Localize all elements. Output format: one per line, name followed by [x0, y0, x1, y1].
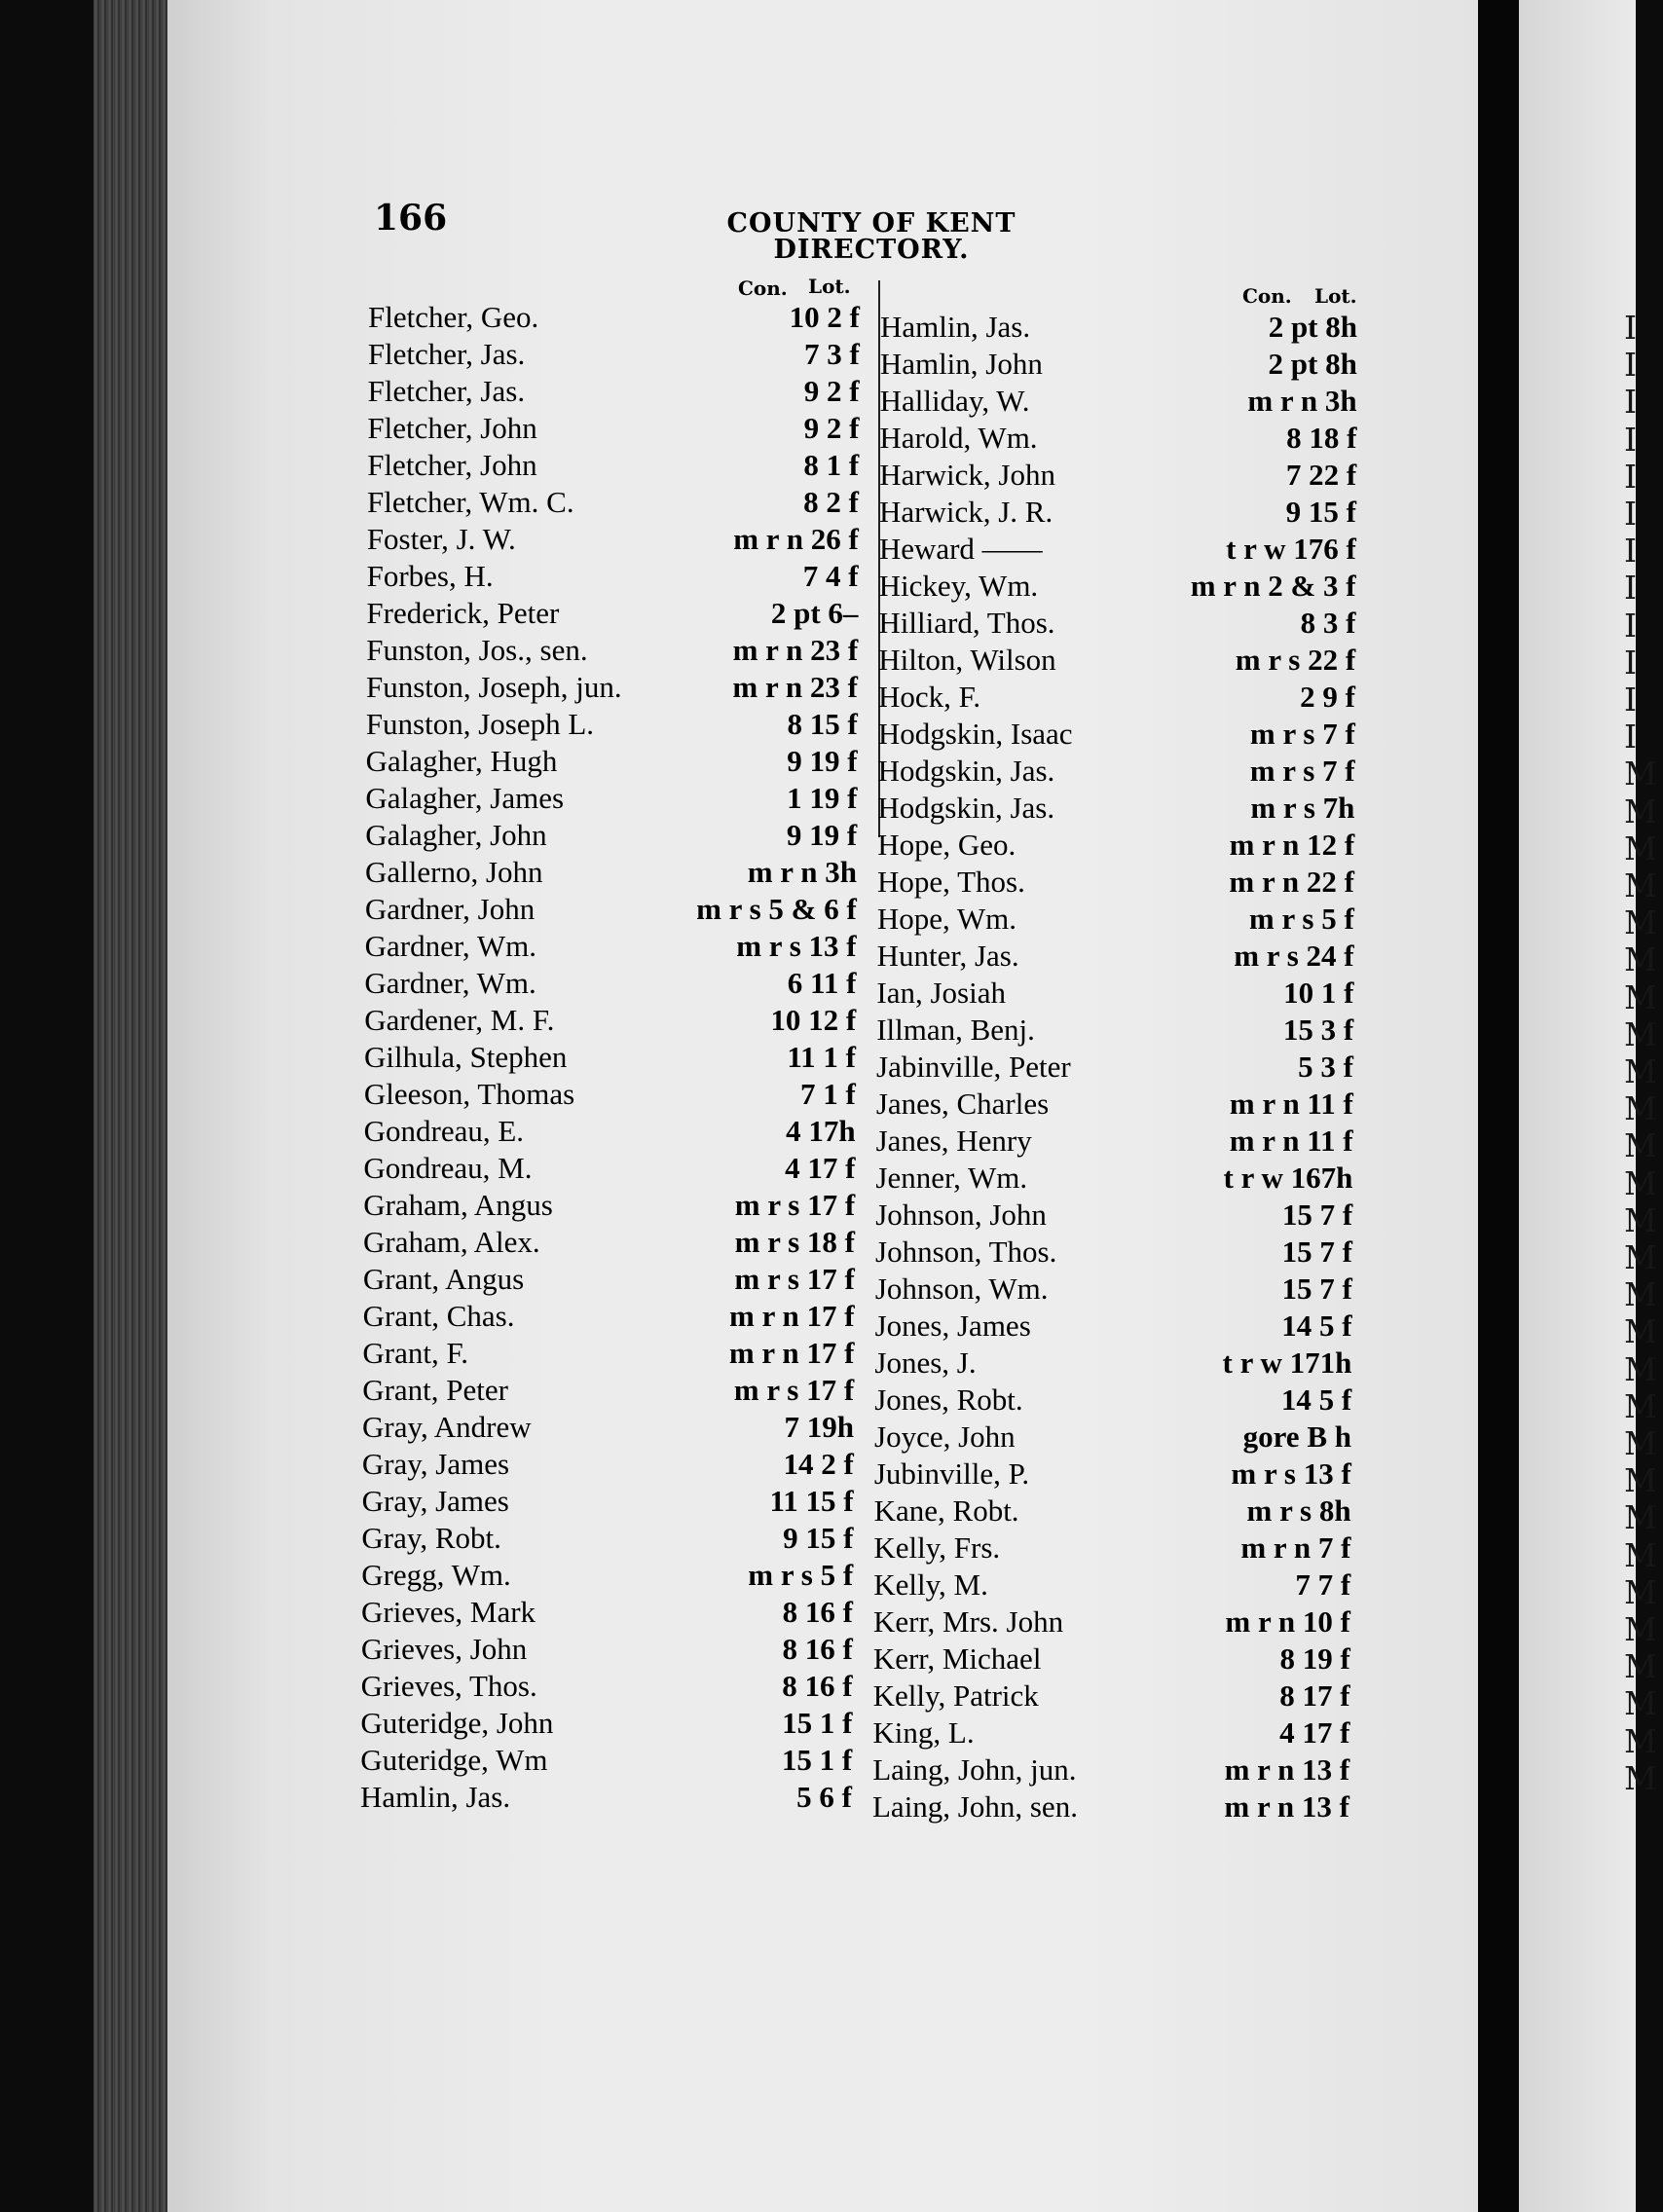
entry-con-lot: 8 16 f [782, 1595, 853, 1629]
directory-entry [872, 1788, 1349, 1825]
entry-name: Laing, John, jun. [872, 1752, 1077, 1787]
facing-page-letter: M [1624, 866, 1657, 904]
entry-name: Hamlin, John [879, 347, 1043, 381]
directory-entry [361, 1668, 853, 1705]
facing-page-letter: M [1624, 1610, 1657, 1648]
directory-entry [880, 346, 1357, 383]
entry-con-lot: 14 2 f [783, 1447, 854, 1481]
facing-page-edge [1519, 0, 1636, 2212]
directory-entry [360, 1742, 852, 1779]
entry-name: Gray, Robt. [361, 1521, 501, 1555]
entry-name: Galagher, Hugh [365, 744, 558, 778]
directory-entry [879, 494, 1356, 531]
entry-con-lot: 7 7 f [1295, 1567, 1351, 1602]
entry-con-lot: 8 1 f [803, 448, 860, 482]
entry-name: Funston, Joseph, jun. [366, 670, 622, 704]
entry-con-lot: 14 5 f [1280, 1382, 1352, 1417]
directory-entry [365, 891, 857, 928]
directory-entry [872, 1751, 1349, 1788]
entry-con-lot: m r s 13 f [736, 929, 857, 963]
entry-name: Kerr, Michael [872, 1641, 1042, 1676]
left-lot-header: Lot. [808, 275, 851, 298]
entry-name: Fletcher, Geo. [368, 300, 539, 334]
entry-con-lot: 8 18 f [1286, 421, 1357, 455]
entry-name: Hodgskin, Jas. [877, 754, 1055, 788]
entry-con-lot: m r n 3h [1247, 384, 1357, 418]
facing-page-letter: M [1624, 1349, 1657, 1388]
entry-name: Grant, Peter [362, 1373, 508, 1407]
entry-name: Grant, F. [362, 1336, 468, 1370]
facing-page-letter: M [1624, 1535, 1657, 1574]
directory-entry [877, 827, 1354, 864]
entry-con-lot: t r w 176 f [1226, 532, 1356, 566]
entry-name: Graham, Alex. [363, 1225, 540, 1259]
facing-page-letter: M [1624, 1647, 1657, 1686]
entry-name: Guteridge, John [360, 1706, 554, 1740]
directory-entry [874, 1345, 1351, 1382]
directory-entry [879, 568, 1356, 605]
entry-con-lot: 9 19 f [786, 818, 858, 852]
directory-entry [878, 605, 1355, 642]
directory-entry [363, 1150, 855, 1187]
facing-page-letter: M [1624, 792, 1657, 830]
running-head-title: COUNTY OF KENT DIRECTORY. [726, 208, 1016, 265]
directory-entry [879, 457, 1356, 494]
directory-entry [878, 642, 1355, 679]
entry-con-lot: 8 17 f [1279, 1678, 1350, 1713]
entry-con-lot: 15 7 f [1281, 1235, 1352, 1269]
entry-name: Jabinville, Peter [876, 1050, 1071, 1084]
facing-page-letter: M [1624, 1312, 1657, 1351]
directory-entry [367, 410, 859, 447]
entry-con-lot: m r n 17 f [729, 1299, 855, 1333]
entry-con-lot: 10 2 f [789, 300, 860, 334]
directory-entry [876, 975, 1353, 1012]
entry-con-lot: 14 5 f [1281, 1309, 1352, 1343]
entry-con-lot: 7 22 f [1285, 458, 1357, 492]
entry-name: Hope, Wm. [876, 902, 1017, 936]
directory-entry [875, 1271, 1352, 1308]
entry-name: Fletcher, Jas. [367, 374, 526, 408]
entry-con-lot: t r w 171h [1222, 1346, 1352, 1380]
facing-page-letter: M [1624, 1684, 1657, 1723]
directory-entry [875, 1234, 1352, 1271]
entry-con-lot: 4 17 f [785, 1151, 856, 1185]
entry-con-lot: m r n 12 f [1229, 828, 1355, 862]
entry-con-lot: m r s 7 f [1249, 754, 1355, 788]
entry-name: Galagher, James [365, 781, 565, 815]
directory-entry [874, 1382, 1351, 1419]
entry-con-lot: m r s 7h [1250, 791, 1355, 825]
directory-entry [362, 1409, 854, 1446]
entry-con-lot: 9 2 f [803, 411, 860, 445]
facing-page-letter: M [1624, 1721, 1657, 1760]
entry-name: Joyce, John [874, 1419, 1016, 1454]
entry-con-lot: m r s 13 f [1231, 1456, 1351, 1491]
facing-page-letter: I [1624, 420, 1638, 459]
directory-entry [878, 753, 1355, 790]
directory-entry [873, 1530, 1350, 1567]
entry-con-lot: m r s 7 f [1249, 717, 1355, 751]
facing-page-letter: M [1624, 1275, 1657, 1314]
entry-name: Harwick, J. R. [879, 495, 1053, 529]
entry-name: Guteridge, Wm [360, 1743, 548, 1777]
right-lot-header: Lot. [1314, 284, 1357, 308]
directory-entry [878, 679, 1355, 716]
entry-con-lot: 11 15 f [769, 1484, 854, 1518]
directory-entry [360, 1779, 852, 1816]
entry-name: Fletcher, John [367, 411, 537, 445]
directory-entry [362, 1483, 854, 1520]
directory-entry [367, 484, 859, 521]
entry-name: Illman, Benj. [876, 1013, 1035, 1047]
directory-entry [367, 558, 859, 595]
directory-entry [874, 1419, 1351, 1456]
directory-entry [368, 373, 860, 410]
directory-entry [361, 1557, 853, 1594]
entry-con-lot: gore B h [1242, 1419, 1351, 1454]
entry-con-lot: m r s 8h [1246, 1493, 1351, 1528]
directory-entry [363, 1224, 855, 1261]
directory-entry [876, 1086, 1353, 1123]
entry-name: Hamlin, Jas. [360, 1780, 511, 1814]
facing-page-letter: I [1624, 606, 1638, 645]
directory-entry [365, 780, 857, 817]
facing-page-letter: I [1624, 569, 1638, 608]
directory-entry [361, 1520, 853, 1557]
entry-con-lot: m r n 11 f [1229, 1087, 1353, 1121]
directory-entry [879, 420, 1356, 457]
entry-con-lot: 15 3 f [1282, 1013, 1354, 1047]
directory-entry [877, 864, 1354, 901]
entry-name: Janes, Henry [875, 1124, 1032, 1158]
entry-name: Grant, Chas. [362, 1299, 515, 1333]
entry-con-lot: m r n 17 f [728, 1336, 855, 1370]
entry-name: King, L. [872, 1715, 975, 1750]
facing-page-letter: M [1624, 1163, 1657, 1202]
directory-entry [368, 299, 860, 336]
right-con-header: Con. [1242, 284, 1292, 308]
entry-name: Frederick, Peter [366, 596, 560, 630]
facing-page-letter: M [1624, 1386, 1657, 1425]
directory-entry [877, 901, 1354, 938]
directory-entry [880, 309, 1357, 346]
entry-name: Hodgskin, Jas. [877, 791, 1055, 825]
directory-entry [364, 965, 856, 1002]
facing-page-letter: M [1624, 755, 1657, 793]
entry-con-lot: m r n 10 f [1225, 1604, 1350, 1639]
entry-con-lot: m r n 26 f [733, 522, 859, 556]
entry-name: Halliday, W. [879, 384, 1030, 418]
entry-name: Graham, Angus [363, 1188, 553, 1222]
entry-name: Gardener, M. F. [364, 1003, 555, 1037]
entry-con-lot: 2 pt 8h [1268, 310, 1357, 344]
entry-name: Jones, Robt. [874, 1382, 1023, 1417]
directory-entry [366, 595, 858, 632]
entry-name: Gregg, Wm. [361, 1558, 511, 1592]
entry-con-lot: 1 19 f [787, 781, 858, 815]
entry-name: Jenner, Wm. [875, 1161, 1028, 1195]
facing-page-letter: M [1624, 1498, 1657, 1537]
directory-entry [363, 1187, 855, 1224]
facing-page-letter: I [1624, 643, 1638, 682]
entry-con-lot: m r s 17 f [733, 1373, 855, 1407]
entry-name: Kane, Robt. [873, 1493, 1019, 1528]
entry-con-lot: 15 7 f [1281, 1272, 1352, 1306]
directory-entry [360, 1705, 852, 1742]
entry-con-lot: m r s 22 f [1235, 643, 1356, 677]
entry-name: Hunter, Jas. [876, 939, 1019, 973]
left-con-header: Con. [738, 276, 788, 300]
entry-con-lot: m r s 18 f [734, 1225, 855, 1259]
entry-con-lot: 9 19 f [787, 744, 858, 778]
facing-page-letter: I [1624, 681, 1638, 719]
entry-con-lot: 8 16 f [782, 1669, 853, 1703]
entry-name: Hope, Geo. [877, 828, 1016, 862]
directory-entry [366, 743, 858, 780]
entry-name: Gardner, John [364, 892, 536, 926]
entry-name: Gondreau, M. [363, 1151, 533, 1185]
right-directory-column [872, 309, 1357, 1827]
directory-entry [364, 1076, 856, 1113]
facing-page-letter: M [1624, 903, 1657, 942]
directory-entry [880, 383, 1357, 420]
entry-con-lot: 11 1 f [787, 1040, 856, 1074]
entry-name: Heward —— [878, 532, 1043, 566]
entry-con-lot: m r s 17 f [734, 1188, 856, 1222]
entry-con-lot: 10 12 f [770, 1003, 857, 1037]
entry-con-lot: 7 4 f [802, 559, 859, 593]
entry-con-lot: 8 2 f [803, 485, 859, 519]
entry-name: Grant, Angus [362, 1262, 525, 1296]
facing-page-letter: I [1624, 383, 1638, 422]
directory-entry [872, 1714, 1349, 1751]
book-page-edges [93, 0, 179, 2212]
entry-con-lot: 4 17 f [1279, 1715, 1350, 1750]
directory-entry [877, 790, 1354, 827]
entry-name: Gardner, Wm. [364, 966, 536, 1000]
entry-con-lot: 6 11 f [787, 966, 857, 1000]
directory-entry [362, 1446, 854, 1483]
entry-con-lot: 8 3 f [1300, 606, 1356, 640]
entry-con-lot: m r s 24 f [1234, 939, 1354, 973]
entry-con-lot: 7 3 f [803, 337, 860, 371]
entry-name: Galagher, John [365, 818, 547, 852]
entry-con-lot: m r n 11 f [1229, 1124, 1353, 1158]
entry-name: Harold, Wm. [879, 421, 1038, 455]
directory-entry [365, 928, 857, 965]
entry-con-lot: 2 9 f [1300, 680, 1355, 714]
facing-page-letter: M [1624, 977, 1657, 1016]
entry-name: Jones, James [874, 1309, 1031, 1343]
entry-name: Gondreau, E. [363, 1114, 525, 1148]
entry-name: Hope, Thos. [877, 865, 1025, 899]
entry-con-lot: 7 19h [784, 1410, 854, 1444]
entry-con-lot: m r n 23 f [732, 633, 859, 667]
facing-page-letter: M [1624, 1238, 1657, 1276]
entry-name: Johnson, Thos. [875, 1235, 1057, 1269]
entry-name: Harwick, John [879, 458, 1055, 492]
directory-entry [364, 1113, 856, 1150]
entry-con-lot: m r n 22 f [1229, 865, 1354, 899]
directory-entry [873, 1677, 1350, 1714]
directory-entry [875, 1160, 1352, 1197]
book-gutter [1478, 0, 1519, 2212]
entry-name: Hock, F. [878, 680, 981, 714]
facing-page-letter: M [1624, 1424, 1657, 1462]
directory-entry [367, 521, 859, 558]
entry-name: Grieves, John [360, 1632, 528, 1666]
directory-entry [363, 1261, 855, 1298]
entry-con-lot: m r s 5 f [1248, 902, 1354, 936]
entry-name: Grieves, Thos. [360, 1669, 537, 1703]
directory-entry [873, 1641, 1350, 1677]
directory-entry [362, 1335, 854, 1372]
entry-name: Gray, Andrew [362, 1410, 532, 1444]
facing-page-letter: M [1624, 1014, 1657, 1053]
facing-page-letter: M [1624, 940, 1657, 979]
directory-entry [874, 1456, 1351, 1493]
facing-page-letter: M [1624, 1758, 1657, 1797]
facing-page-letter: M [1624, 1200, 1657, 1239]
entry-name: Ian, Josiah [876, 976, 1006, 1010]
entry-name: Foster, J. W. [366, 522, 516, 556]
entry-name: Funston, Jos., sen. [366, 633, 588, 667]
directory-entry [365, 817, 857, 854]
directory-entry [876, 1012, 1353, 1049]
facing-page-letter: I [1624, 457, 1638, 496]
facing-page-letter: M [1624, 1461, 1657, 1500]
entry-name: Jubinville, P. [873, 1456, 1030, 1491]
directory-entry [366, 632, 858, 669]
entry-name: Gilhula, Stephen [364, 1040, 568, 1074]
entry-con-lot: m r n 13 f [1224, 1789, 1349, 1824]
entry-name: Forbes, H. [366, 559, 494, 593]
entry-name: Hickey, Wm. [878, 569, 1039, 603]
directory-entry [875, 1197, 1352, 1234]
entry-con-lot: 10 1 f [1283, 976, 1354, 1010]
entry-con-lot: 8 19 f [1279, 1641, 1350, 1676]
entry-con-lot: m r s 5 f [748, 1558, 854, 1592]
facing-page-letter: M [1624, 829, 1657, 867]
entry-con-lot: 15 1 f [782, 1706, 853, 1740]
facing-page-letter: I [1624, 495, 1638, 533]
entry-con-lot: 4 17h [786, 1114, 856, 1148]
entry-name: Grieves, Mark [361, 1595, 536, 1629]
entry-name: Gray, James [361, 1447, 510, 1481]
facing-page-letter: M [1624, 1052, 1657, 1090]
entry-name: Gardner, Wm. [364, 929, 536, 963]
entry-con-lot: m r n 3h [747, 855, 857, 889]
directory-entry [365, 854, 857, 891]
directory-entry [366, 706, 858, 743]
entry-con-lot: 8 15 f [787, 707, 858, 741]
directory-entry [873, 1567, 1350, 1604]
directory-entry [364, 1039, 856, 1076]
entry-name: Jones, J. [874, 1346, 977, 1380]
entry-con-lot: 15 1 f [781, 1743, 853, 1777]
entry-con-lot: 2 pt 8h [1268, 347, 1357, 381]
entry-name: Janes, Charles [875, 1087, 1050, 1121]
entry-con-lot: m r n 2 & 3 f [1190, 569, 1356, 603]
entry-name: Fletcher, Jas. [367, 337, 526, 371]
directory-entry [876, 1123, 1353, 1160]
entry-con-lot: 15 7 f [1281, 1198, 1353, 1232]
directory-entry [363, 1298, 855, 1335]
entry-con-lot: m r s 5 & 6 f [696, 892, 857, 926]
directory-entry [367, 447, 859, 484]
entry-con-lot: 9 2 f [803, 374, 860, 408]
entry-con-lot: m r n 7 f [1240, 1530, 1351, 1565]
entry-con-lot: 9 15 f [783, 1521, 854, 1555]
entry-con-lot: 5 6 f [796, 1780, 852, 1814]
directory-entry [874, 1493, 1351, 1530]
directory-entry [368, 336, 860, 373]
directory-entry [364, 1002, 856, 1039]
directory-entry [361, 1631, 853, 1668]
entry-name: Laing, John, sen. [872, 1789, 1078, 1824]
entry-con-lot: 2 pt 6– [770, 596, 859, 630]
entry-name: Gallerno, John [365, 855, 543, 889]
entry-con-lot: 8 16 f [782, 1632, 853, 1666]
entry-name: Fletcher, Wm. C. [367, 485, 574, 519]
facing-page-letter: I [1624, 346, 1638, 385]
entry-con-lot: t r w 167h [1223, 1161, 1353, 1195]
entry-con-lot: m r s 17 f [734, 1262, 855, 1296]
entry-name: Hilton, Wilson [878, 643, 1056, 677]
entry-con-lot: 5 3 f [1298, 1050, 1353, 1084]
entry-name: Kelly, Frs. [873, 1530, 1001, 1565]
entry-con-lot: 9 15 f [1285, 495, 1356, 529]
directory-entry [878, 716, 1355, 753]
directory-entry [877, 938, 1354, 975]
left-directory-column [360, 299, 860, 1818]
facing-page-letter: I [1624, 309, 1638, 347]
entry-name: Hilliard, Thos. [878, 606, 1055, 640]
page-number: 166 [374, 198, 448, 239]
entry-name: Fletcher, John [367, 448, 537, 482]
entry-con-lot: m r n 23 f [732, 670, 858, 704]
facing-page-letter: M [1624, 1126, 1657, 1165]
facing-page-letter: I [1624, 718, 1638, 756]
entry-name: Johnson, Wm. [874, 1272, 1049, 1306]
directory-entry [361, 1594, 853, 1631]
entry-name: Kelly, Patrick [872, 1678, 1039, 1713]
entry-name: Gray, James [361, 1484, 509, 1518]
entry-name: Gleeson, Thomas [363, 1077, 575, 1111]
entry-name: Hodgskin, Isaac [877, 717, 1073, 751]
entry-name: Funston, Joseph L. [365, 707, 595, 741]
entry-name: Johnson, John [875, 1198, 1047, 1232]
directory-entry [362, 1372, 854, 1409]
entry-name: Hamlin, Jas. [880, 310, 1031, 344]
directory-entry [879, 531, 1356, 568]
entry-con-lot: 7 1 f [799, 1077, 856, 1111]
directory-entry [875, 1308, 1352, 1345]
directory-entry [876, 1049, 1353, 1086]
facing-page-letter: M [1624, 1572, 1657, 1611]
facing-page-letter: I [1624, 532, 1638, 571]
directory-entry [873, 1604, 1350, 1641]
entry-con-lot: m r n 13 f [1224, 1752, 1350, 1787]
entry-name: Kelly, M. [873, 1567, 988, 1602]
facing-page-letter: M [1624, 1089, 1657, 1128]
entry-name: Kerr, Mrs. John [873, 1604, 1064, 1639]
directory-entry [366, 669, 858, 706]
